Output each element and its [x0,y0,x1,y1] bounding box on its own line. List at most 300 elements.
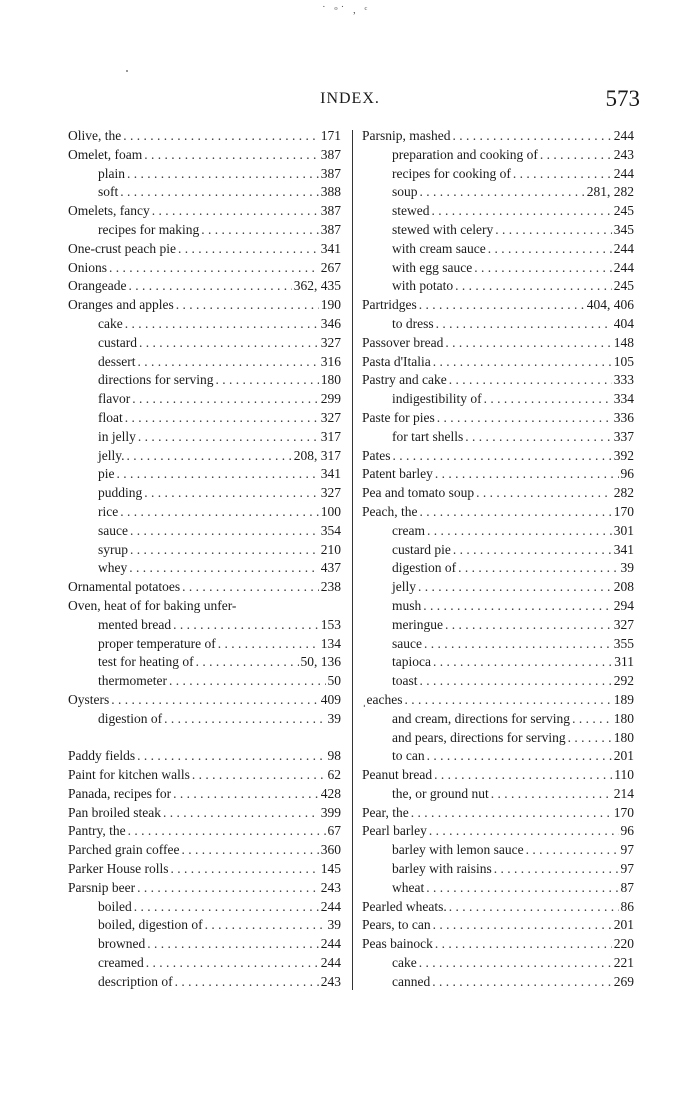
index-entry [362,353,634,372]
index-entry [362,315,634,334]
entry-page: 243 [320,879,341,895]
dot-leader [435,935,612,954]
entry-page: 39 [620,560,634,576]
dot-leader [163,804,319,823]
entry-page: 245 [613,203,634,219]
index-entry [68,522,341,541]
dot-leader [117,465,319,484]
dot-leader [419,296,585,315]
index-entry [362,578,634,597]
dot-leader [513,165,612,184]
index-entry [362,841,634,860]
dot-leader [146,954,319,973]
dot-leader [432,973,612,992]
entry-term: tapioca [392,654,431,670]
entry-page: 341 [613,541,634,557]
entry-term: Pastry and cake [362,372,447,388]
entry-page: 294 [613,597,634,613]
dot-leader [494,860,619,879]
entry-page: 50, 136 [300,654,341,670]
entry-term: Pea and tomato soup [362,485,475,501]
entry-term: Onions [68,259,108,275]
index-entry [362,146,634,165]
entry-term: Oysters [68,691,110,707]
entry-term: soft [98,184,119,200]
entry-term: cake [392,955,417,971]
index-entry [68,240,341,259]
entry-term: stewed with celery [392,221,494,237]
index-entry [362,616,634,635]
index-entry [68,127,341,146]
entry-term: Paddy fields [68,748,136,764]
index-entry [68,559,341,578]
entry-term: sauce [392,635,422,651]
index-entry [362,165,634,184]
index-entry [362,127,634,146]
entry-page: 96 [620,823,634,839]
dot-leader [134,898,319,917]
dot-leader [176,296,319,315]
entry-term: barley with lemon sauce [392,842,524,858]
entry-term: digestion of [392,560,457,576]
entry-page: 97 [620,842,634,858]
entry-page: 267 [320,259,341,275]
entry-term: custard [98,334,137,350]
index-entry [362,409,634,428]
dot-leader [495,221,612,240]
entry-term: description of [98,973,173,989]
entry-term: proper temperature of [98,635,216,651]
dot-leader [173,785,319,804]
index-entry [362,860,634,879]
index-entry [68,447,341,466]
entry-term: indigestibility of [392,391,482,407]
dot-leader [138,353,319,372]
entry-page: 208, 317 [293,447,341,463]
entry-page: 399 [320,804,341,820]
index-entry [362,447,634,466]
entry-page: 360 [320,842,341,858]
entry-page: 281, 282 [586,184,634,200]
entry-page: 388 [320,184,341,200]
index-entry [362,916,634,935]
entry-page: 201 [613,748,634,764]
entry-page: 244 [613,259,634,275]
dot-leader [175,973,319,992]
index-entry [68,315,341,334]
entry-term: recipes for making [98,221,200,237]
entry-term: test for heating of [98,654,194,670]
entry-term: toast [392,673,418,689]
entry-page: 244 [320,898,341,914]
entry-page: 327 [613,616,634,632]
dot-leader [411,804,612,823]
entry-page: 243 [613,146,634,162]
entry-page: 50 [327,673,341,689]
index-entry [362,710,634,729]
entry-term: the, or ground nut [392,785,489,801]
index-entry [362,541,634,560]
index-entry [362,672,634,691]
index-entry [68,202,341,221]
index-entry [362,277,634,296]
entry-term: stewed [392,203,430,219]
entry-term: preparation and cooking of [392,146,538,162]
entry-term: Parched grain coffee [68,842,180,858]
dot-leader [125,315,319,334]
dot-leader [540,146,612,165]
index-entry [362,935,634,954]
page-number: 573 [605,86,640,111]
index-entry [68,183,341,202]
entry-term: Peanut bread [362,767,433,783]
entry-page: 392 [613,447,634,463]
index-entry [68,578,341,597]
entry-page: 180 [613,729,634,745]
entry-term: for tart shells [392,428,464,444]
index-entry [68,371,341,390]
entry-page: 145 [320,861,341,877]
index-entry [362,653,634,672]
dot-leader [111,691,319,710]
entry-page: 336 [613,409,634,425]
dot-leader [445,616,612,635]
dot-leader [427,747,612,766]
entry-term: Parsnip beer [68,879,136,895]
index-entry [68,898,341,917]
entry-term: sauce [98,522,128,538]
dot-leader [120,503,319,522]
index-entry [362,766,634,785]
index-entry [68,954,341,973]
entry-term: mush [392,597,422,613]
index-entry [362,729,634,748]
dot-leader [128,277,291,296]
index-entry [68,353,341,372]
index-entry [362,202,634,221]
index-entry [68,296,341,315]
index-entry [362,428,634,447]
index-entry [68,653,341,672]
dot-leader [215,371,318,390]
entry-term: Oven, heat of for baking unfer- [68,597,237,613]
entry-term: cream [392,522,425,538]
dot-leader [152,202,319,221]
index-entry [362,691,634,710]
entry-term: and pears, directions for serving [392,729,566,745]
entry-term: directions for serving [98,372,214,388]
index-entry [68,804,341,823]
entry-term: Pantry, the [68,823,126,839]
index-entry [68,597,341,616]
dot-leader [418,578,612,597]
index-entry [362,635,634,654]
entry-term: Omelets, fancy [68,203,150,219]
entry-term: and cream, directions for serving [392,710,571,726]
dot-leader [164,710,325,729]
index-entry [68,710,341,729]
entry-term: browned [98,936,146,952]
stray-marks: ˙ ᵒ˙ , ᶜ [322,4,371,16]
entry-term: Passover bread [362,334,444,350]
entry-term: dessert [98,353,136,369]
entry-page: 221 [613,955,634,971]
dot-leader [420,672,612,691]
entry-term: Pearled wheats. [362,898,447,914]
dot-leader [433,653,612,672]
dot-leader [169,672,326,691]
entry-term: meringue [392,616,443,632]
dot-leader [147,935,319,954]
entry-term: Ornamental potatoes [68,579,181,595]
entry-term: Peas bainock [362,936,433,952]
entry-term: pudding [98,485,143,501]
dot-leader [137,879,319,898]
entry-term: Paste for pies [362,409,435,425]
entry-term: Olive, the [68,128,122,143]
index-entry [362,183,634,202]
entry-page: 428 [320,785,341,801]
entry-term: Orangeade [68,278,127,294]
entry-term: rice [98,503,119,519]
index-entry [362,221,634,240]
index-entry [68,766,341,785]
entry-term: Pasta d'Italia [362,353,431,369]
entry-page: 245 [613,278,634,294]
entry-term: syrup [98,541,128,557]
entry-term: barley with raisins [392,861,492,877]
entry-term: boiled [98,898,132,914]
index-entry [68,277,341,296]
dot-leader [434,766,612,785]
entry-page: 334 [613,391,634,407]
dot-leader [449,898,619,917]
entry-term: canned [392,973,431,989]
entry-page: 243 [320,973,341,989]
entry-page: 355 [613,635,634,651]
entry-page: 39 [327,917,341,933]
entry-term: ˌeaches [362,691,403,707]
index-entry [362,785,634,804]
entry-term: thermometer [98,673,167,689]
index-entry [68,409,341,428]
entry-term: Pates [362,447,391,463]
entry-page: 327 [320,334,341,350]
entry-term: Panada, recipes for [68,785,172,801]
entry-page: 333 [613,372,634,388]
entry-page: 87 [620,879,634,895]
index-entry [362,522,634,541]
entry-page: 387 [320,221,341,237]
entry-term: Peach, the [362,503,418,519]
dot-leader [201,221,319,240]
dot-leader [123,127,319,146]
entry-page: 292 [613,673,634,689]
entry-page: 346 [320,315,341,331]
entry-page: 110 [614,767,634,783]
entry-term: jelly. [98,447,125,463]
entry-term: pie [98,466,115,482]
index-entry [68,691,341,710]
index-entry [362,879,634,898]
dot-leader [178,240,319,259]
entry-page: 387 [320,146,341,162]
index-entry [68,785,341,804]
entry-page: 220 [613,936,634,952]
index-entry [68,146,341,165]
entry-term: jelly [392,579,416,595]
index-entry [68,334,341,353]
index-entry [362,898,634,917]
entry-page: 362, 435 [293,278,341,294]
index-entry [362,822,634,841]
entry-term: Pan broiled steak [68,804,161,820]
entry-page: 190 [320,297,341,313]
index-entry [362,597,634,616]
dot-leader [144,146,319,165]
entry-page: 105 [613,353,634,369]
entry-page: 210 [320,541,341,557]
entry-term: Oranges and apples [68,297,174,313]
entry-term: float [98,409,123,425]
entry-page: 208 [613,579,634,595]
dot-leader [393,447,612,466]
entry-page: 96 [620,466,634,482]
dot-leader [453,541,612,560]
entry-page: 244 [613,128,634,143]
entry-page: 301 [613,522,634,538]
index-entry [68,165,341,184]
dot-leader [420,183,585,202]
index-entry [68,616,341,635]
entry-page: 170 [613,503,634,519]
entry-page: 100 [320,503,341,519]
dot-leader [127,447,292,466]
dot-leader [218,635,319,654]
dot-leader [436,315,612,334]
entry-page: 180 [320,372,341,388]
entry-page: 387 [320,165,341,181]
page-title: INDEX. [320,90,380,107]
entry-page: 238 [320,579,341,595]
index-entry [68,973,341,992]
index-entry [68,221,341,240]
entry-page: 201 [613,917,634,933]
index-entry [68,841,341,860]
entry-term: wheat [392,879,425,895]
dot-leader [433,353,612,372]
dot-leader [465,428,612,447]
entry-term: Omelet, foam [68,146,143,162]
entry-term: plain [98,165,125,181]
dot-leader [433,916,612,935]
entry-page: 404 [613,315,634,331]
index-entry [68,672,341,691]
entry-term: Pears, to can [362,917,431,933]
entry-page: 180 [613,710,634,726]
index-entry [68,428,341,447]
index-entry [362,240,634,259]
entry-page: 269 [613,973,634,989]
dot-leader [125,409,319,428]
dot-leader [173,616,319,635]
entry-page: 337 [613,428,634,444]
index-entry [362,484,634,503]
index-entry [68,503,341,522]
entry-term: whey [98,560,128,576]
index-entry [362,503,634,522]
index-entry [362,296,634,315]
entry-page: 244 [320,955,341,971]
index-column-right [362,127,634,992]
entry-page: 299 [320,391,341,407]
dot-leader [526,841,619,860]
index-entry [362,465,634,484]
entry-term: with cream sauce [392,240,486,256]
entry-page: 282 [613,485,634,501]
dot-leader [130,522,319,541]
index-entry [362,559,634,578]
dot-leader [424,635,612,654]
entry-page: 316 [320,353,341,369]
entry-page: 171 [320,128,341,143]
dot-leader [128,822,326,841]
index-entry [362,954,634,973]
entry-term: Patent barley [362,466,433,482]
entry-page: 409 [320,691,341,707]
entry-page: 404, 406 [586,297,634,313]
dot-leader [458,559,618,578]
entry-page: 98 [327,748,341,764]
index-entry [362,259,634,278]
dot-leader [419,954,612,973]
entry-page: 437 [320,560,341,576]
dot-leader [484,390,612,409]
entry-page: 387 [320,203,341,219]
dot-leader [181,841,318,860]
entry-page: 244 [320,936,341,952]
entry-term: One-crust peach pie [68,240,176,256]
dot-leader [572,710,612,729]
index-entry [362,747,634,766]
dot-leader [132,390,319,409]
dot-leader [449,371,612,390]
dot-leader [491,785,612,804]
dot-leader [453,127,612,146]
entry-term: mented bread [98,616,172,632]
entry-term: flavor [98,391,131,407]
entry-term: Pearl barley [362,823,427,839]
index-entry [362,973,634,992]
entry-term: with potato [392,278,454,294]
entry-page: 189 [613,691,634,707]
index-entry [68,635,341,654]
dot-leader [192,766,326,785]
dot-leader [455,277,612,296]
entry-page: 341 [320,466,341,482]
dot-leader [129,559,319,578]
dot-leader [127,165,319,184]
index-entry [68,860,341,879]
index-entry [362,390,634,409]
dot-leader [205,916,326,935]
index-entry [68,935,341,954]
entry-term: Paint for kitchen walls [68,767,190,783]
entry-page: 170 [613,804,634,820]
dot-leader [426,879,618,898]
dot-leader [404,691,611,710]
index-entry [68,822,341,841]
